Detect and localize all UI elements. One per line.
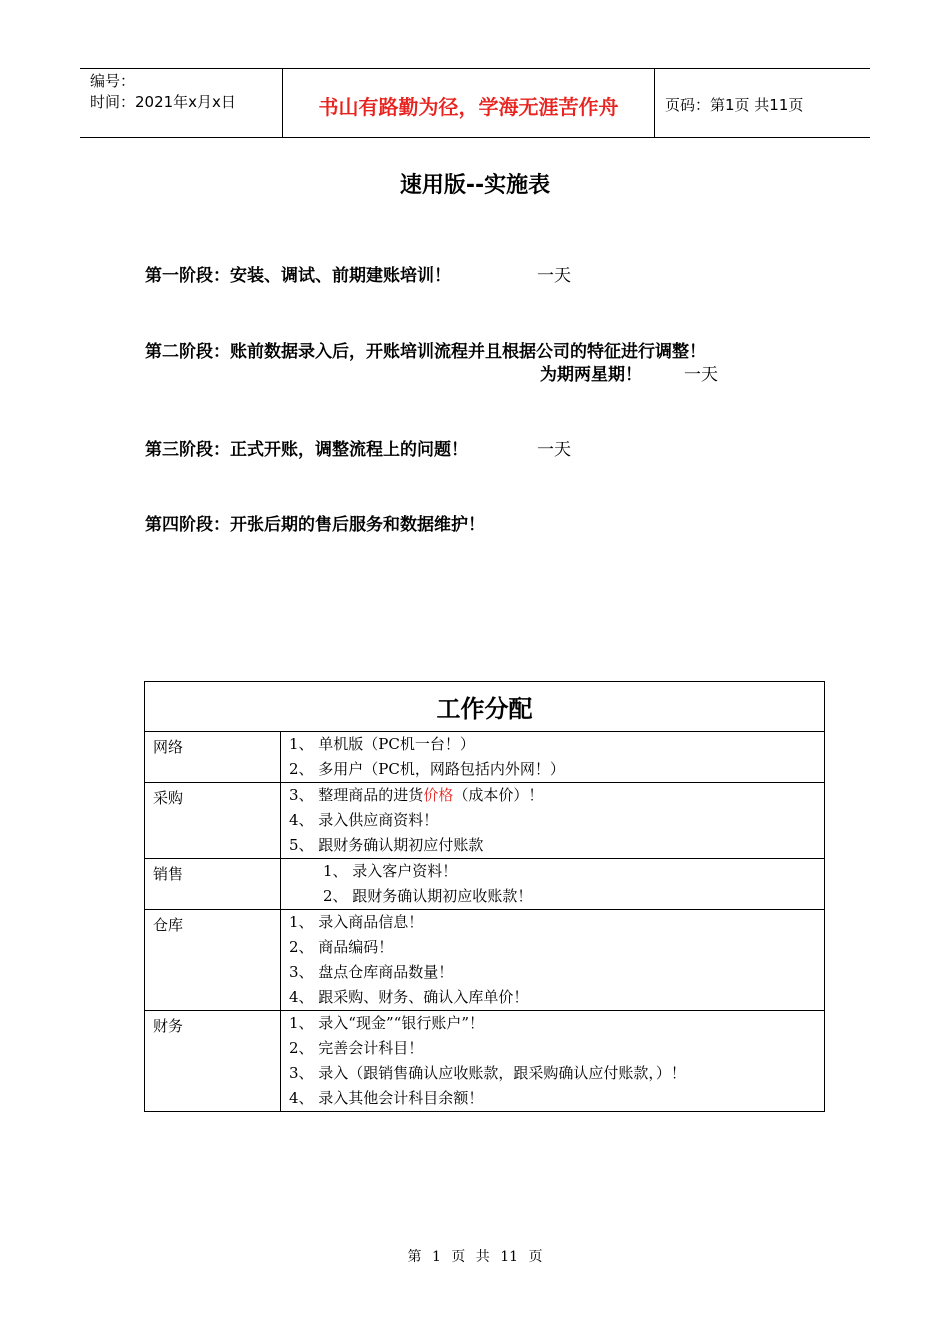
items-cell — [281, 859, 825, 910]
page-footer: 第 1 页 共 11 页 — [407, 1249, 543, 1265]
header-page-info: 页码：第1页 共11页 — [665, 95, 804, 114]
table-title: 工作分配 — [145, 682, 825, 732]
items-cell — [281, 732, 825, 783]
header-motto: 书山有路勤为径，学海无涯苦作舟 — [282, 69, 655, 137]
category-cell: 仓库 — [145, 910, 281, 1011]
stage-4 — [145, 510, 485, 535]
category-cell: 财务 — [145, 1011, 281, 1112]
table-row — [145, 732, 825, 783]
time-label: 时间：2021年x月x日 — [90, 93, 236, 111]
list-item: 5、 跟财务确认期初应付账款 — [289, 836, 484, 854]
list-item: 2、 完善会计科目！ — [289, 1039, 424, 1057]
category-cell: 采购 — [145, 783, 281, 859]
item-text: 3、 整理商品的进货 — [289, 786, 424, 804]
items-cell — [281, 1011, 825, 1112]
stage-3 — [145, 435, 571, 460]
items-cell — [281, 783, 825, 859]
stage-text: 第一阶段：安装、调试、前期建账培训！ — [145, 266, 451, 286]
stage-duration: 一天 — [537, 266, 571, 286]
category-cell: 网络 — [145, 732, 281, 783]
category-cell: 销售 — [145, 859, 281, 910]
stage-2-continuation — [540, 360, 718, 385]
stage-duration: 一天 — [537, 440, 571, 460]
table-row — [145, 1011, 825, 1112]
stage-duration: 一天 — [684, 365, 718, 385]
stage-period: 为期两星期！ — [540, 365, 642, 385]
items-cell — [281, 910, 825, 1011]
list-item: 1、 录入客户资料！ — [323, 862, 458, 880]
table-row — [145, 783, 825, 859]
highlighted-text: 价格 — [423, 786, 454, 804]
table-row — [145, 859, 825, 910]
list-item: 4、 跟采购、财务、确认入库单价！ — [289, 988, 529, 1006]
table-row — [145, 910, 825, 1011]
document-title: 速用版--实施表 — [399, 173, 551, 198]
stage-text: 第二阶段：账前数据录入后，开账培训流程并且根据公司的特征进行调整！ — [145, 342, 706, 362]
list-item: 4、 录入其他会计科目余额！ — [289, 1089, 484, 1107]
stage-text: 第四阶段：开张后期的售后服务和数据维护！ — [145, 515, 485, 535]
list-item: 1、 录入“现金”“银行账户”！ — [289, 1014, 484, 1032]
number-label: 编号： — [90, 72, 136, 90]
list-item: 4、 录入供应商资料！ — [289, 811, 439, 829]
list-item: 3、 录入（跟销售确认应收账款，跟采购确认应付账款，）！ — [289, 1064, 686, 1082]
work-allocation-table — [144, 681, 825, 1112]
list-item: 1、 单机版（PC机一台！） — [289, 735, 475, 753]
list-item: 2、 商品编码！ — [289, 938, 394, 956]
list-item: 2、 多用户（PC机，网路包括内外网！） — [289, 760, 565, 778]
header-meta-cell — [80, 69, 282, 137]
list-item — [289, 783, 824, 808]
list-item: 3、 盘点仓库商品数量！ — [289, 963, 454, 981]
stage-text: 第三阶段：正式开账，调整流程上的问题！ — [145, 440, 468, 460]
list-item: 1、 录入商品信息！ — [289, 913, 424, 931]
stage-1 — [145, 261, 571, 286]
stage-2 — [145, 337, 706, 362]
document-header — [80, 68, 870, 138]
item-tail: （成本价）！ — [453, 786, 544, 804]
list-item: 2、 跟财务确认期初应收账款！ — [323, 887, 533, 905]
